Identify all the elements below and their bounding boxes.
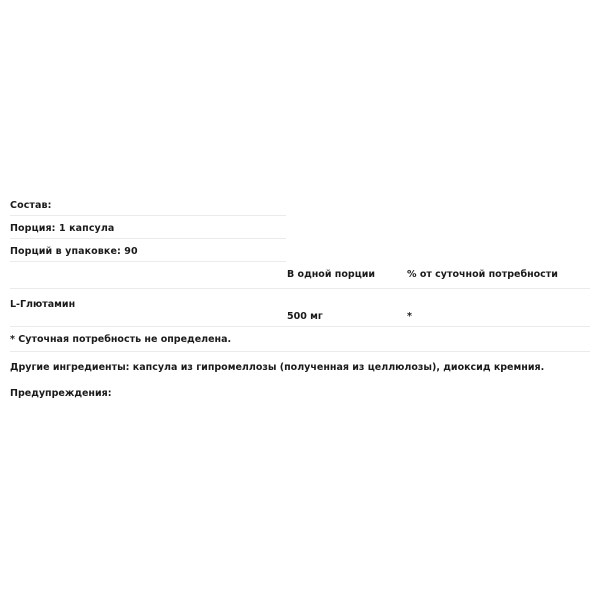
nutrient-daily-value: * <box>407 311 412 322</box>
table-header-row <box>10 262 590 289</box>
column-header-daily-value: % от суточной потребности <box>407 269 558 280</box>
column-header-per-serving: В одной порции <box>287 269 376 280</box>
nutrient-amount: 500 мг <box>287 311 323 322</box>
daily-value-footnote: * Суточная потребность не определена. <box>10 334 232 345</box>
other-ingredients-text: Другие ингредиенты: капсула из гипромеллозы (полученная из целлюлозы), диоксид кремния. <box>10 362 545 373</box>
servings-per-container-row <box>10 239 286 262</box>
servings-per-container-label: Порций в упаковке: 90 <box>10 246 138 257</box>
table-row <box>10 289 590 327</box>
serving-size-label: Порция: 1 капсула <box>10 223 115 234</box>
composition-label: Состав: <box>10 200 52 211</box>
warnings-heading: Предупреждения: <box>10 388 112 399</box>
supplement-facts-panel <box>0 193 600 400</box>
composition-row <box>10 193 286 216</box>
nutrient-name: L-Глютамин <box>10 299 76 310</box>
footnote-row <box>10 327 590 352</box>
serving-size-row <box>10 216 286 239</box>
